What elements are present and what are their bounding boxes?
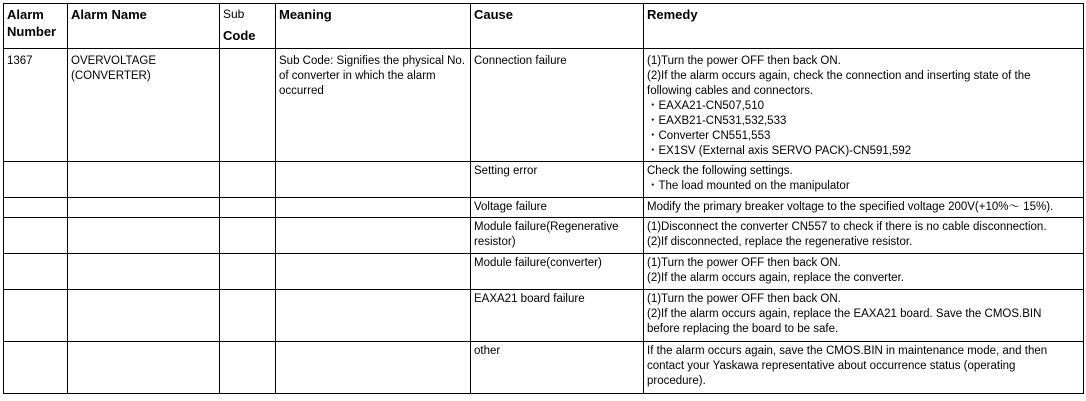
alarm-name-cell [68, 290, 220, 342]
cause-cell [471, 290, 644, 342]
table-row [4, 162, 1084, 198]
remedy-cell [644, 342, 1084, 394]
alarm-name-cell [68, 162, 220, 198]
cause-cell [471, 198, 644, 218]
alarm-number-cell [4, 342, 68, 394]
remedy-line: (2)If the alarm occurs again, check the connection and inserting state of the [647, 70, 1031, 82]
remedy-line: procedure). [647, 375, 706, 387]
cause-text: Module failure(converter) [474, 257, 602, 269]
remedy-cell [644, 290, 1084, 342]
meaning-cell [276, 254, 471, 290]
sub-code-cell [220, 290, 276, 342]
alarm-number-cell [4, 290, 68, 342]
header-alarm-number: Alarm Number [4, 4, 68, 49]
sub-code-cell [220, 162, 276, 198]
table-row [4, 49, 1084, 162]
meaning-cell [276, 290, 471, 342]
alarm-name-cell [68, 198, 220, 218]
cause-text: Setting error [474, 165, 538, 177]
remedy-cell [644, 218, 1084, 254]
table-row [4, 198, 1084, 218]
remedy-line: (2)If disconnected, replace the regenerative resistor. [647, 236, 913, 248]
sub-code-cell [220, 49, 276, 162]
remedy-line: Check the following settings. [647, 165, 793, 177]
header-remedy: Remedy [644, 4, 1084, 49]
alarm-name-cell [68, 254, 220, 290]
cause-text: Module failure(Regenerative resistor) [474, 221, 619, 248]
table-row [4, 254, 1084, 290]
remedy-line: (1)Turn the power OFF then back ON. [647, 257, 841, 269]
alarm-name-cell [68, 218, 220, 254]
cause-text: Connection failure [474, 55, 567, 67]
alarm-number-cell: 1367 [4, 49, 68, 162]
alarm-number-cell [4, 162, 68, 198]
remedy-line: (1)Disconnect the converter CN557 to check if there is no cable disconnection. [647, 221, 1047, 233]
cause-cell [471, 49, 644, 162]
sub-code-cell [220, 218, 276, 254]
table-row [4, 290, 1084, 342]
cause-cell [471, 218, 644, 254]
remedy-line: ・EX1SV (External axis SERVO PACK)-CN591,592 [647, 145, 912, 157]
remedy-line: ・EAXB21-CN531,532,533 [647, 115, 787, 127]
remedy-line: (1)Turn the power OFF then back ON. [647, 55, 841, 67]
remedy-line: before replacing the board to be safe. [647, 323, 839, 335]
alarm-name-cell: OVERVOLTAGE (CONVERTER) [68, 49, 220, 162]
cause-cell [471, 254, 644, 290]
sub-code-cell [220, 198, 276, 218]
alarm-number-cell [4, 198, 68, 218]
meaning-cell [276, 342, 471, 394]
alarm-number-cell [4, 218, 68, 254]
remedy-line: (2)If the alarm occurs again, replace the EAXA21 board. Save the CMOS.BIN [647, 308, 1042, 320]
meaning-cell [276, 162, 471, 198]
header-alarm-name: Alarm Name [68, 4, 220, 49]
remedy-line: (1)Turn the power OFF then back ON. [647, 293, 841, 305]
header-sub-code [220, 4, 276, 49]
header-row [4, 4, 1084, 49]
remedy-line: contact your Yaskawa representative about occurrence status (operating [647, 360, 1016, 372]
remedy-line: ・The load mounted on the manipulator [647, 180, 850, 192]
sub-code-cell [220, 342, 276, 394]
alarm-name-cell [68, 342, 220, 394]
cause-text: EAXA21 board failure [474, 293, 585, 305]
cause-text: other [474, 345, 501, 357]
table-row [4, 342, 1084, 394]
meaning-cell [276, 198, 471, 218]
header-sub-bottom: Code [223, 28, 256, 43]
remedy-line: Modify the primary breaker voltage to the specified voltage 200V(+10%～ 15%). [647, 201, 1054, 213]
alarm-table [3, 3, 1084, 394]
table-row [4, 218, 1084, 254]
meaning-cell [276, 218, 471, 254]
remedy-cell [644, 162, 1084, 198]
remedy-line: ・EAXA21-CN507,510 [647, 100, 764, 112]
remedy-cell [644, 198, 1084, 218]
cause-text: Voltage failure [474, 201, 547, 213]
alarm-number-cell [4, 254, 68, 290]
meaning-cell: Sub Code: Signifies the physical No. of converter in which the alarm occurred [276, 49, 471, 162]
cause-cell [471, 162, 644, 198]
header-sub-top: Sub [223, 7, 245, 21]
header-meaning: Meaning [276, 4, 471, 49]
remedy-line: (2)If the alarm occurs again, replace the converter. [647, 272, 904, 284]
sub-code-cell [220, 254, 276, 290]
remedy-line: ・Converter CN551,553 [647, 130, 771, 142]
remedy-cell [644, 49, 1084, 162]
remedy-line: If the alarm occurs again, save the CMOS.BIN in maintenance mode, and then [647, 345, 1048, 357]
remedy-cell [644, 254, 1084, 290]
remedy-line: following cables and connectors. [647, 85, 814, 97]
header-cause: Cause [471, 4, 644, 49]
cause-cell [471, 342, 644, 394]
